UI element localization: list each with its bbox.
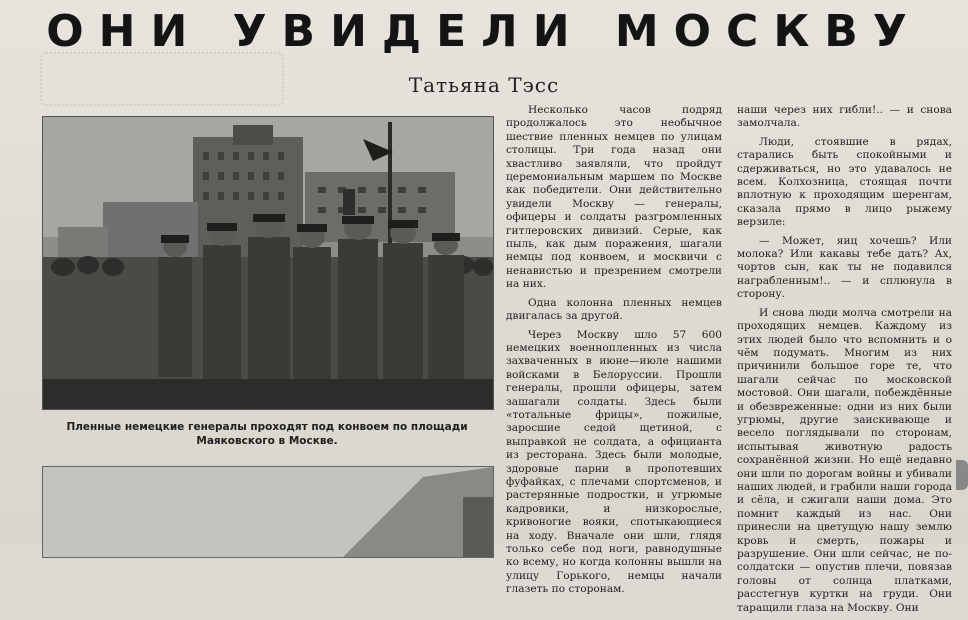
parade-photo	[42, 116, 494, 410]
paragraph: Люди, стоявшие в рядах, старались быть спокойными и сдерживаться, но это удавалось не всем. Колхозница, стоящая почти вплотную к проходящим шеренгам, сказала прямо в лицо рыжему верзиле:	[737, 135, 952, 229]
paragraph: — Может, яиц хочешь? Или молока? Или какавы тебе дать? Ах, чортов сын, как ты не подавился награбленным!.. — и сплюнула в сторону.	[737, 234, 952, 301]
paragraph: Через Москву шло 57 600 немецких военнопленных из числа захваченных в июне—июле нашими войсками в Белоруссии. Прошли генералы, прошли офицеры, затем зашагали солдаты. Здесь были «тотальные фрицы», пожилые, заросшие седой щетиной, с выправкой не солдата, а официанта из ресторана. Здесь были молодые, здоровые парни в пропотевших фуфайках, с плечами спортсменов, и растерянные подростки, и угрюмые кадровики, и низкорослые, кривоногие вояки, спотыкающиеся на ходу. Вначале они шли, глядя только себе под ноги, равнодушные ко всему, но когда колонны вышли на улицу Горького, немцы начали глазеть по сторонам.	[506, 328, 722, 596]
article-headline: ОНИ УВИДЕЛИ МОСКВУ	[46, 6, 922, 57]
text-column-2	[737, 104, 952, 620]
binding-clip	[956, 460, 968, 490]
paragraph: наши через них гибли!.. — и снова замолчала.	[737, 104, 952, 130]
paragraph: Одна колонна пленных немцев двигалась за другой.	[506, 296, 722, 323]
second-photo	[42, 466, 494, 558]
article-author: Татьяна Тэсс	[408, 73, 560, 97]
photo-caption: Пленные немецкие генералы проходят под конвоем по площади Маяковского в Москве.	[66, 421, 468, 447]
paragraph: И снова люди молча смотрели на проходящих немцев. Каждому из этих людей было что вспомнить и о чём подумать. Многим из них причинили большое горе те, что шагали сейчас по московской мостовой. Они шагали, побеждённые и обезвреженные: одни из них были угрюмы, другие заискивающе и весело поглядывали по сторонам, испытывая животную радость сохранённой жизни. Но ещё недавно они шли по дорогам войны и убивали наших людей, и грабили наши города и сёла, и сжигали наши дома. Это помнит каждый из нас. Они принесли на цветущую нашу землю кровь и смерть, пожары и разрушение. Они шли сейчас, не по-солдатски — опустив плечи, повязав головы от солнца платками, расстегнув куртки на груди. Они таращили глаза на Москву. Они	[737, 306, 952, 614]
text-column-1	[506, 104, 722, 602]
paragraph: Несколько часов подряд продолжалось это необычное шествие пленных немцев по улицам столицы. Три года назад они хвастливо заявляли, что пройдут церемониальным маршем по Москве как победители. Они действительно увидели Москву — генералы, офицеры и солдаты разгромленных гитлеровских дивизий. Серые, как пыль, как дым поражения, шагали немцы под конвоем, и москвичи с ненавистью и презрением смотрели на них.	[506, 104, 722, 291]
